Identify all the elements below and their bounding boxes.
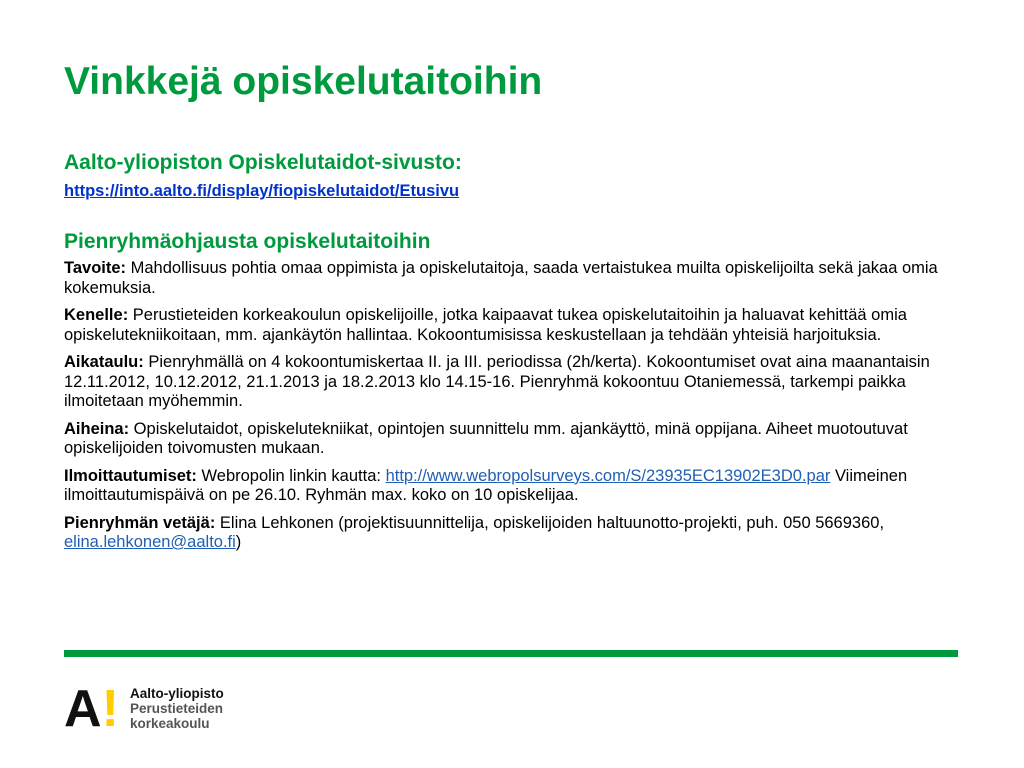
registration-label: Ilmoittautumiset: xyxy=(64,466,197,485)
leader-label: Pienryhmän vetäjä: xyxy=(64,513,216,532)
opiskelutaidot-site-link[interactable]: https://into.aalto.fi/display/fiopiskelutaidot/Etusivu xyxy=(64,182,460,200)
goal-label: Tavoite: xyxy=(64,259,127,277)
goal-paragraph xyxy=(64,259,964,298)
leader-text: Elina Lehkonen (projektisuunnittelija, opiskelijoiden haltuunotto-projekti, puh. 050 5669360, xyxy=(215,513,885,532)
registration-text: Webropolin linkin kautta: xyxy=(196,466,386,485)
leader-closing-paren: ) xyxy=(235,533,242,551)
aalto-logo-text xyxy=(130,686,224,731)
logo-line-university: Aalto-yliopisto xyxy=(130,686,224,701)
registration-deadline-text: Viimeinen ilmoittautumispäivä on pe 26.10. Ryhmän max. koko on 10 opiskelijaa. xyxy=(64,466,908,504)
aalto-logo-mark-icon xyxy=(64,686,128,730)
topics-text: Opiskelutaidot, opiskelutekniikat, opintojen suunnittelu mm. ajankäyttö, minä oppijana. Aiheet muotoutuvat opiskelijoiden toivomusten mukaan. xyxy=(64,419,908,457)
leader-paragraph xyxy=(64,514,964,553)
green-divider xyxy=(64,650,958,657)
slide-title: Vinkkejä opiskelutaitoihin xyxy=(64,60,543,103)
audience-paragraph xyxy=(64,306,964,345)
aalto-site-heading: Aalto-yliopiston Opiskelutaidot-sivusto: xyxy=(64,151,462,174)
goal-text: Mahdollisuus pohtia omaa oppimista ja opiskelutaitoja, saada vertaistukea muilta opiskelijoilta sekä jakaa omia kokemuksia. xyxy=(64,259,938,297)
topics-paragraph xyxy=(64,420,964,459)
svg-text:A!: A! xyxy=(64,686,119,730)
logo-line-school-type: korkeakoulu xyxy=(130,716,210,731)
webropol-survey-link[interactable]: http://www.webropolsurveys.com/S/23935EC13902E3D0.par xyxy=(385,466,831,485)
group-guidance-heading: Pienryhmäohjausta opiskelutaitoihin xyxy=(64,230,431,253)
schedule-text: Pienryhmällä on 4 kokoontumiskertaa II. ja III. periodissa (2h/kerta). Kokoontumiset ovat aina maanantaisin 12.11.2012, 10.12.2012, 21.1.2013 ja 18.2.2013 klo 14.15-16. Pienryhmä kokoontuu Otaniemessä, tarkempi paikka ilmoitetaan myöhemmin. xyxy=(64,353,930,410)
schedule-paragraph xyxy=(64,353,964,412)
leader-email-link[interactable]: elina.lehkonen@aalto.fi xyxy=(64,533,236,551)
slide-content xyxy=(64,150,964,553)
topics-label: Aiheina: xyxy=(64,419,130,438)
registration-paragraph xyxy=(64,467,964,506)
audience-text: Perustieteiden korkeakoulun opiskelijoille, jotka kaipaavat tukea opiskelutaitoihin ja haluavat kehittää omia opiskelutekniikoitaan, mm. ajankäytön hallintaa. Kokoontumisissa keskustellaan ja tehdään yhteisiä harjoituksia. xyxy=(64,306,907,344)
audience-label: Kenelle: xyxy=(64,306,129,324)
schedule-label: Aikataulu: xyxy=(64,353,144,371)
logo-line-school: Perustieteiden xyxy=(130,701,224,716)
